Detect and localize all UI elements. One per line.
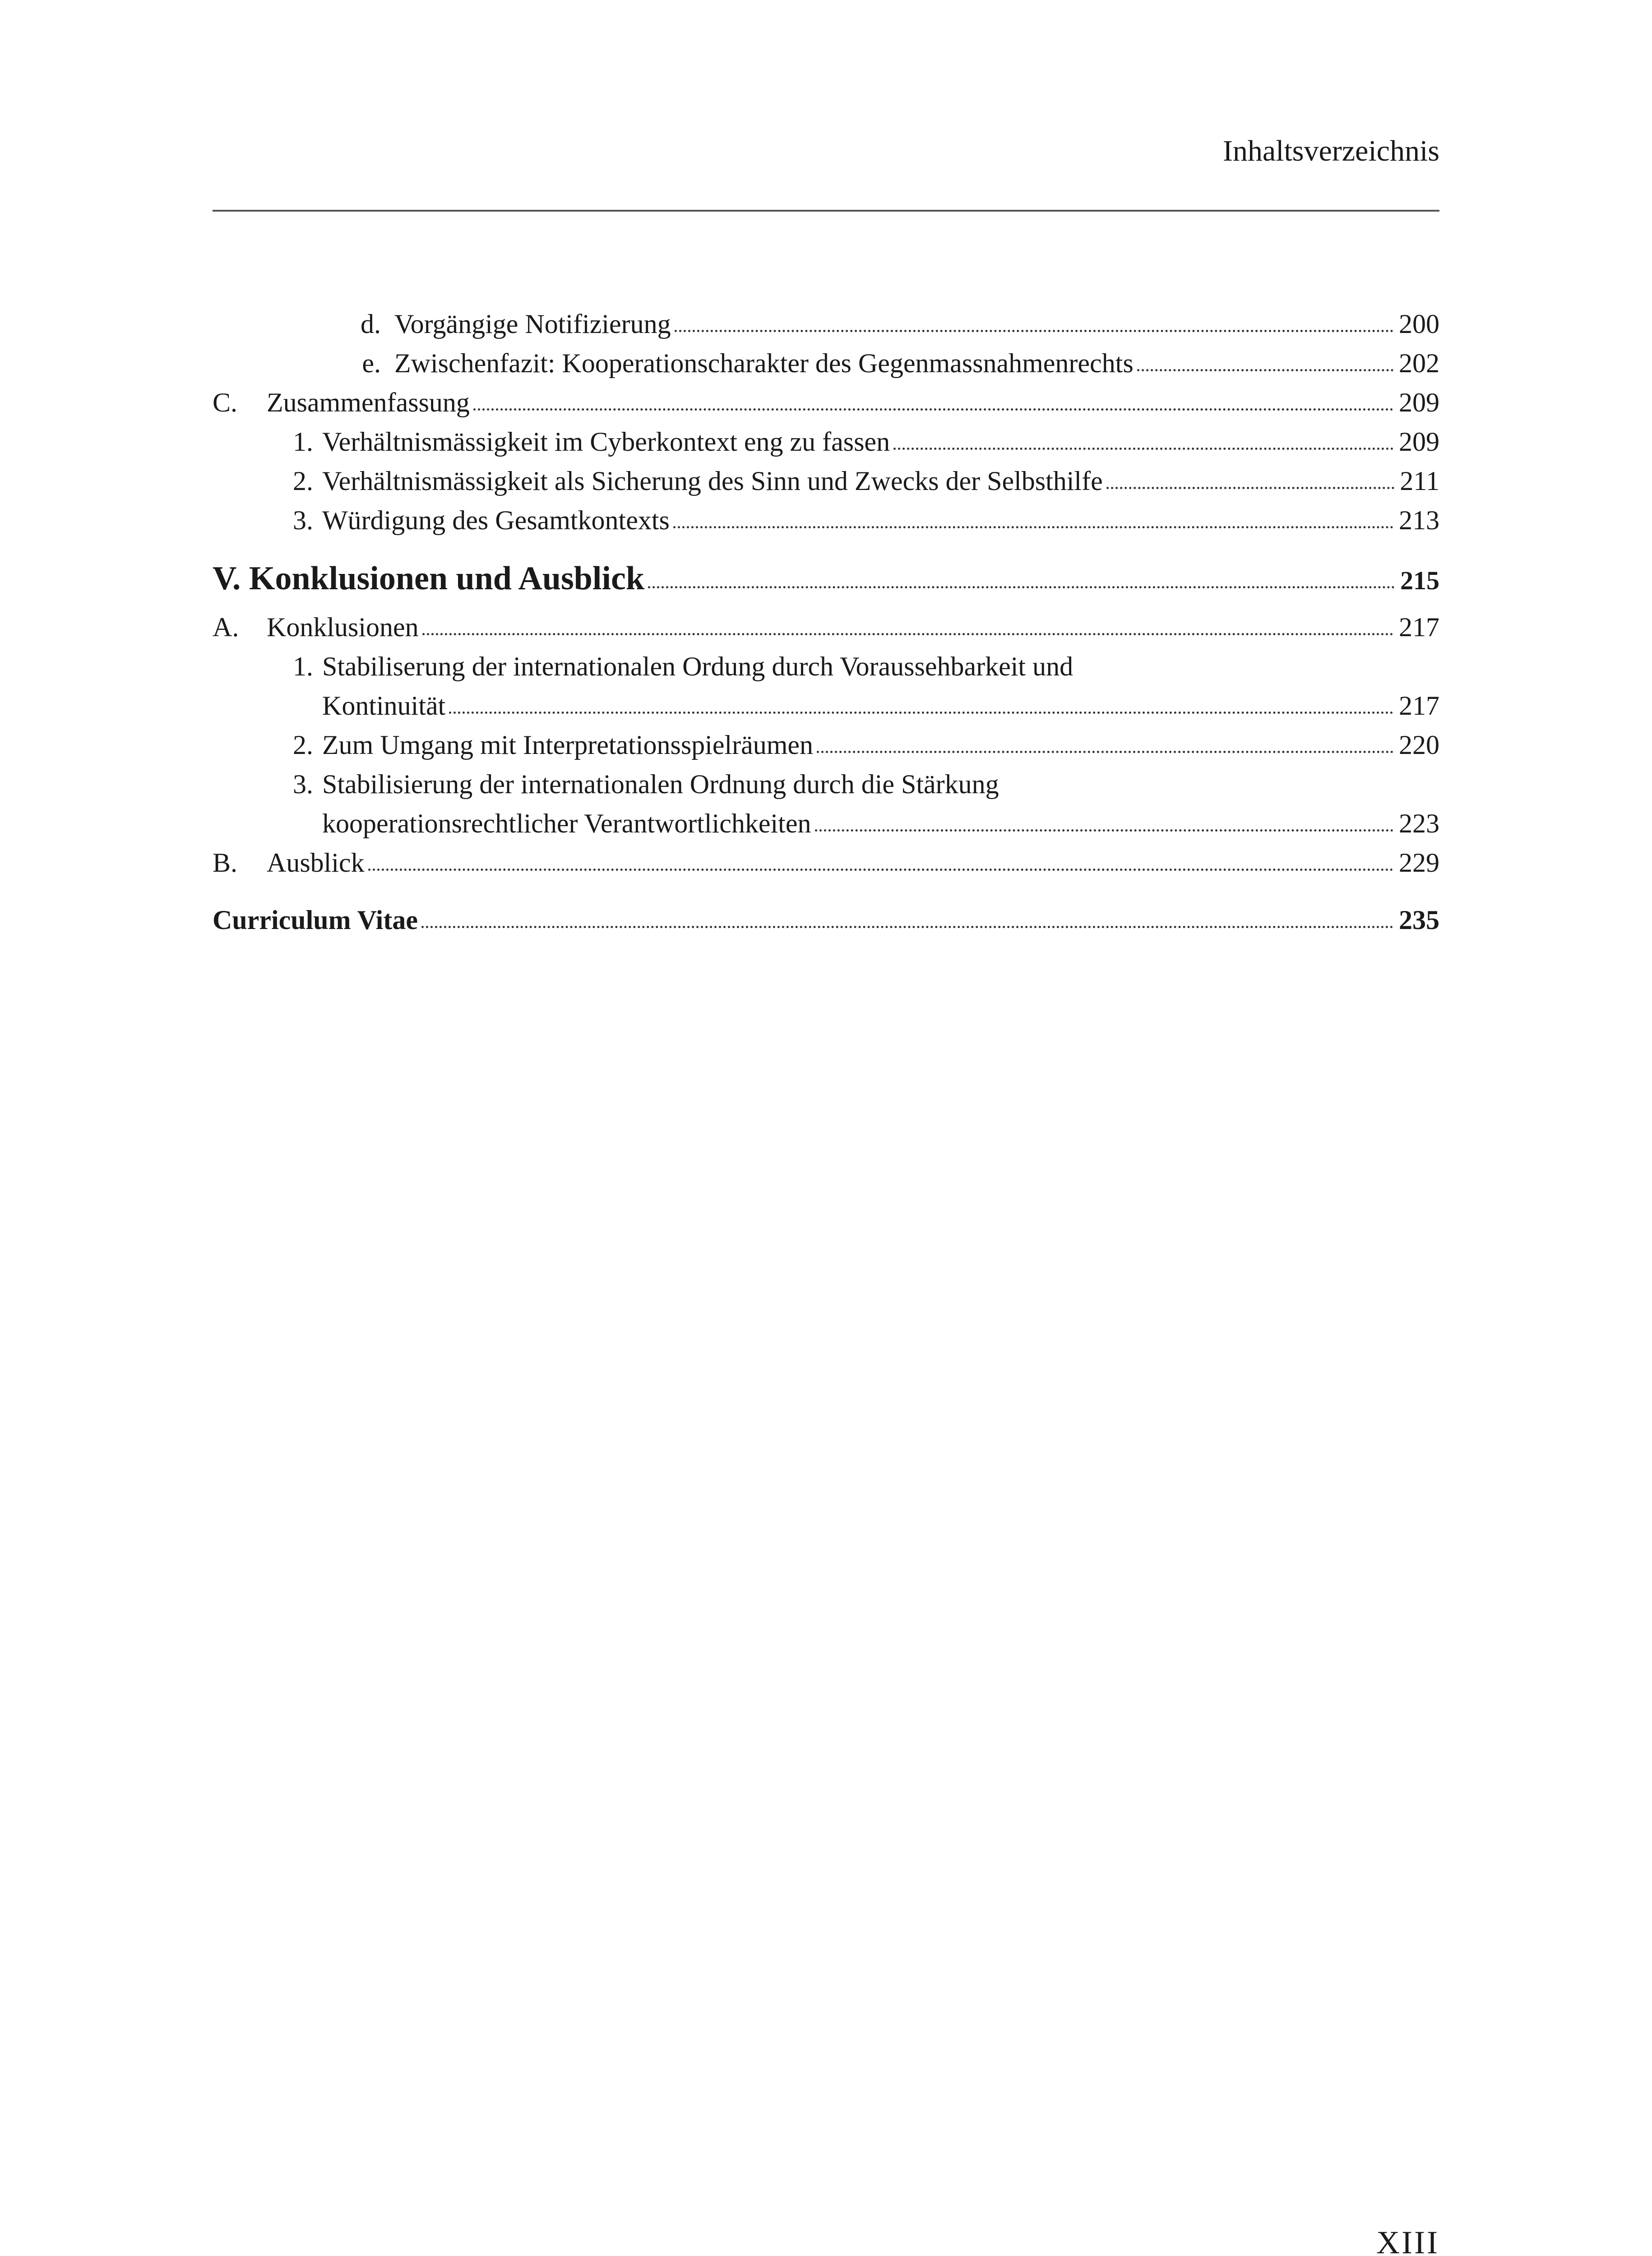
toc-entry-page: 229 <box>1399 848 1439 878</box>
dot-leader <box>368 868 1393 871</box>
toc-entry[interactable] <box>213 462 1439 501</box>
toc-entry-number: 2. <box>293 730 313 760</box>
toc-entry-page: 200 <box>1399 309 1439 339</box>
toc-entry-page: 223 <box>1399 809 1439 838</box>
dot-leader <box>449 711 1393 714</box>
toc-cv-title: Curriculum Vitae <box>213 905 418 935</box>
toc-entry[interactable] <box>213 726 1439 765</box>
dot-leader <box>648 586 1395 588</box>
toc-entry-title: Zum Umgang mit Interpretationsspielräumen <box>322 730 814 760</box>
toc-entry-number: 1. <box>293 427 313 457</box>
dot-leader <box>473 408 1393 411</box>
toc-entry-number: 1. <box>293 652 313 681</box>
toc-entry-page: 217 <box>1399 612 1439 642</box>
dot-leader <box>1106 486 1395 489</box>
toc-entry[interactable] <box>213 647 1439 726</box>
running-header: Inhaltsverzeichnis <box>1222 134 1439 167</box>
toc-entry-number: e. <box>362 348 381 378</box>
toc-entry-page: 209 <box>1399 427 1439 457</box>
toc-entry-title: Verhältnismässigkeit im Cyberkontext eng zu fassen <box>322 427 890 457</box>
toc-entry-number: A. <box>213 612 239 642</box>
toc-entry-number: 3. <box>293 769 313 799</box>
toc-entry-page: 235 <box>1399 905 1439 935</box>
toc-entry[interactable] <box>213 305 1439 344</box>
dot-leader <box>817 750 1393 753</box>
toc-entry[interactable] <box>213 843 1439 883</box>
toc-entry-page: 213 <box>1399 505 1439 535</box>
toc-entry-title: Ausblick <box>267 848 365 878</box>
toc-entry-number: 2. <box>293 466 313 496</box>
header-rule <box>213 210 1439 212</box>
dot-leader <box>673 526 1393 528</box>
toc-entry-title: Zwischenfazit: Kooperationscharakter des Gegenmassnahmenrechts <box>394 348 1134 378</box>
table-of-contents <box>213 305 1439 940</box>
toc-entry-number: B. <box>213 848 238 878</box>
toc-entry-number: d. <box>361 309 381 339</box>
toc-entry-page: 215 <box>1400 566 1439 595</box>
toc-entry-title: Konklusionen <box>267 612 419 642</box>
toc-entry-title-line2: Kontinuität <box>322 691 446 721</box>
dot-leader <box>675 329 1393 332</box>
toc-entry-number: C. <box>213 388 238 417</box>
toc-entry-title-line1: Stabilisierung der internationalen Ordnung durch die Stärkung <box>322 769 999 799</box>
toc-entry-page: 220 <box>1399 730 1439 760</box>
page-number: XIII <box>1376 2224 1439 2256</box>
toc-entry-number: 3. <box>293 505 313 535</box>
toc-entry-page: 202 <box>1399 348 1439 378</box>
dot-leader <box>1137 369 1393 371</box>
dot-leader <box>422 633 1393 635</box>
toc-entry[interactable] <box>213 765 1439 843</box>
toc-entry[interactable] <box>213 383 1439 422</box>
toc-entry-page: 217 <box>1399 691 1439 721</box>
toc-entry[interactable] <box>213 501 1439 540</box>
toc-entry-title: Würdigung des Gesamtkontexts <box>322 505 670 535</box>
toc-cv-entry[interactable] <box>213 901 1439 940</box>
toc-chapter-title: V. Konklusionen und Ausblick <box>213 560 645 597</box>
toc-entry[interactable] <box>213 422 1439 462</box>
toc-entry-page: 209 <box>1399 388 1439 417</box>
toc-entry-title-line1: Stabiliserung der internationalen Ordung durch Voraussehbarkeit und <box>322 652 1074 681</box>
toc-entry[interactable] <box>213 344 1439 383</box>
toc-entry-title-line2: kooperationsrechtlicher Verantwortlichkeiten <box>322 809 811 838</box>
toc-chapter-entry[interactable] <box>213 558 1439 599</box>
toc-entry-page: 211 <box>1400 466 1439 496</box>
toc-entry-title: Verhältnismässigkeit als Sicherung des Sinn und Zwecks der Selbsthilfe <box>322 466 1103 496</box>
toc-entry-title: Vorgängige Notifizierung <box>394 309 671 339</box>
dot-leader <box>421 925 1393 928</box>
dot-leader <box>815 829 1394 832</box>
dot-leader <box>893 447 1393 450</box>
toc-entry-title: Zusammenfassung <box>267 388 470 417</box>
toc-entry[interactable] <box>213 608 1439 647</box>
